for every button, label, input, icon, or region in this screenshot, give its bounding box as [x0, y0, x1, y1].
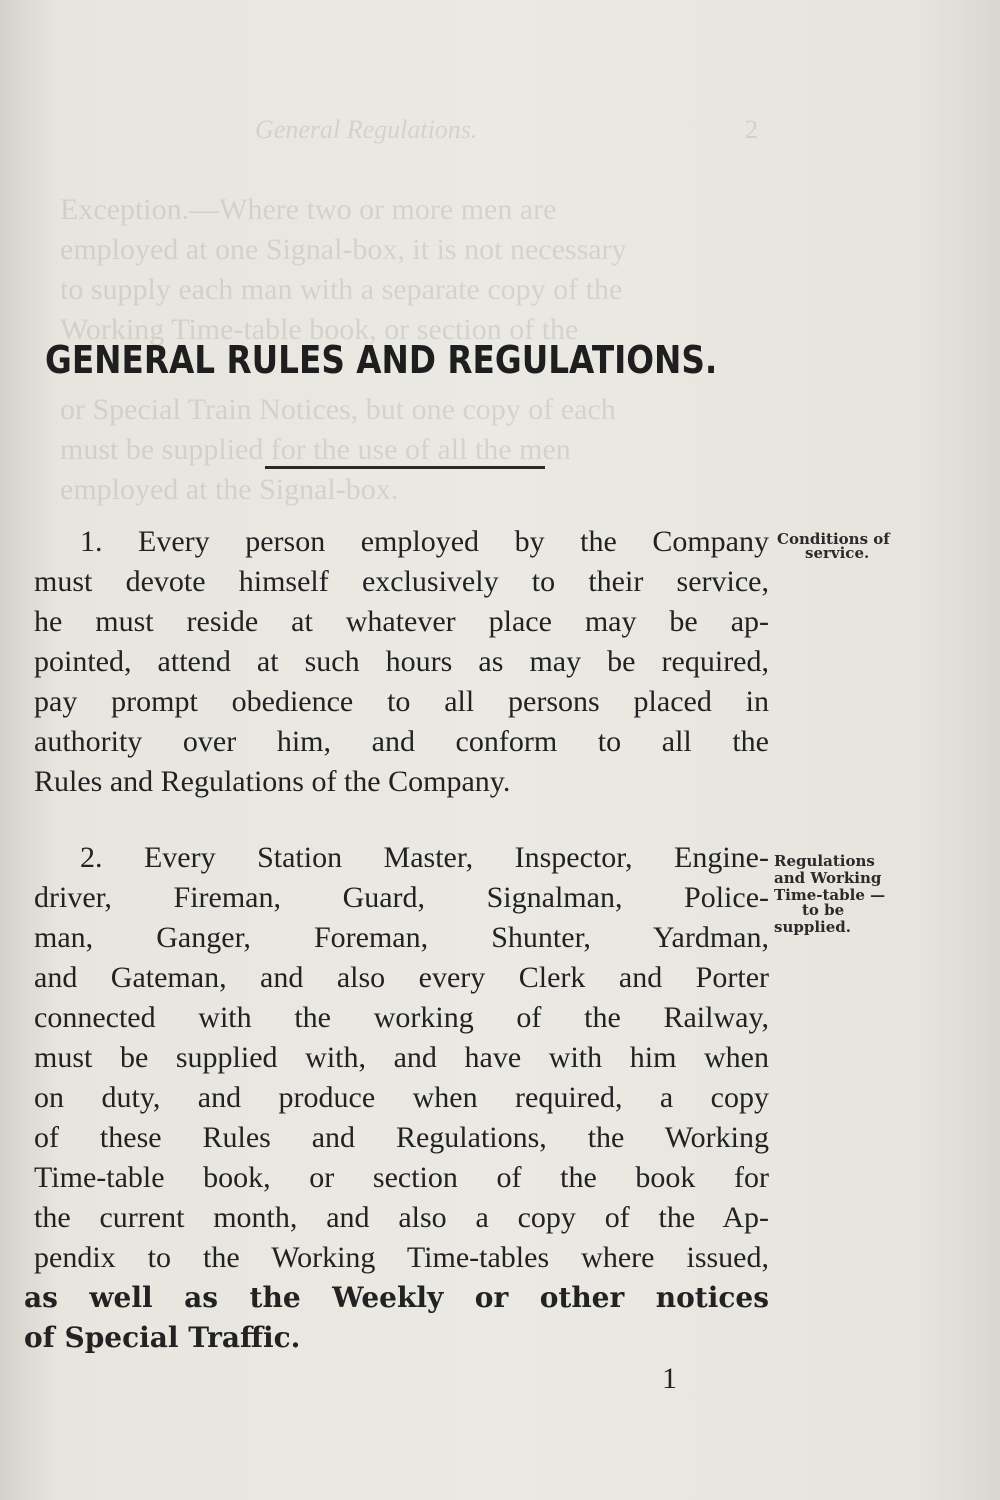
rule-2-line: 2. Every Station Master, Inspector, Engine-: [80, 841, 769, 874]
show-through-text: Exception.—Where two or more men are employed at one Signal-box, it is not necessary to supply each man with a separate copy of the Working Time-table book, or section of the or Special Train Notices, but one copy of each must be supplied for the use of all the men employed at the Signal-box.: [60, 193, 627, 506]
rule-1-line: he must reside at whatever place may be ap-: [34, 605, 769, 638]
rule-1-line: authority over him, and conform to all the: [34, 725, 769, 758]
rule-2-margin-note: Regulations and Working Time-table — to be supplied.: [774, 852, 886, 936]
rule-2-bold-line: as well as the Weekly or other notices: [24, 1281, 769, 1314]
rule-2-line: and Gateman, and also every Clerk and Porter: [34, 961, 769, 994]
rule-2-line: connected with the working of the Railway,: [34, 1001, 769, 1034]
rule-2-line: pendix to the Working Time-tables where issued,: [34, 1241, 769, 1274]
rule-1-line: pointed, attend at such hours as may be required,: [34, 645, 769, 678]
page-title: GENERAL RULES AND REGULATIONS.: [45, 338, 718, 382]
page-number: 1: [662, 1362, 677, 1395]
rule-2-line: driver, Fireman, Guard, Signalman, Police-: [34, 881, 769, 914]
rule-1-line: pay prompt obedience to all persons placed in: [34, 685, 769, 718]
rule-2-line: must be supplied with, and have with him when: [34, 1041, 769, 1074]
rule-2-line: the current month, and also a copy of the Ap-: [34, 1201, 769, 1234]
title-underline: [265, 466, 545, 469]
rule-1-line: 1. Every person employed by the Company: [80, 525, 769, 558]
show-through-text: General Regulations.: [255, 115, 478, 144]
rule-2-bold-line: of Special Traffic.: [24, 1321, 301, 1354]
show-through-text: 2: [745, 115, 758, 144]
rule-2-line: of these Rules and Regulations, the Working: [34, 1121, 769, 1154]
rule-1-paragraph: [34, 522, 769, 802]
rule-1-line: Rules and Regulations of the Company.: [34, 765, 511, 798]
rule-2-line: man, Ganger, Foreman, Shunter, Yardman,: [34, 921, 769, 954]
rule-1-line: must devote himself exclusively to their service,: [34, 565, 769, 598]
rule-2-paragraph: [24, 838, 769, 1358]
rule-2-line: on duty, and produce when required, a copy: [34, 1081, 769, 1114]
rule-2-line: Time-table book, or section of the book for: [34, 1161, 769, 1194]
rule-1-margin-note: Conditions of service.: [777, 530, 890, 562]
